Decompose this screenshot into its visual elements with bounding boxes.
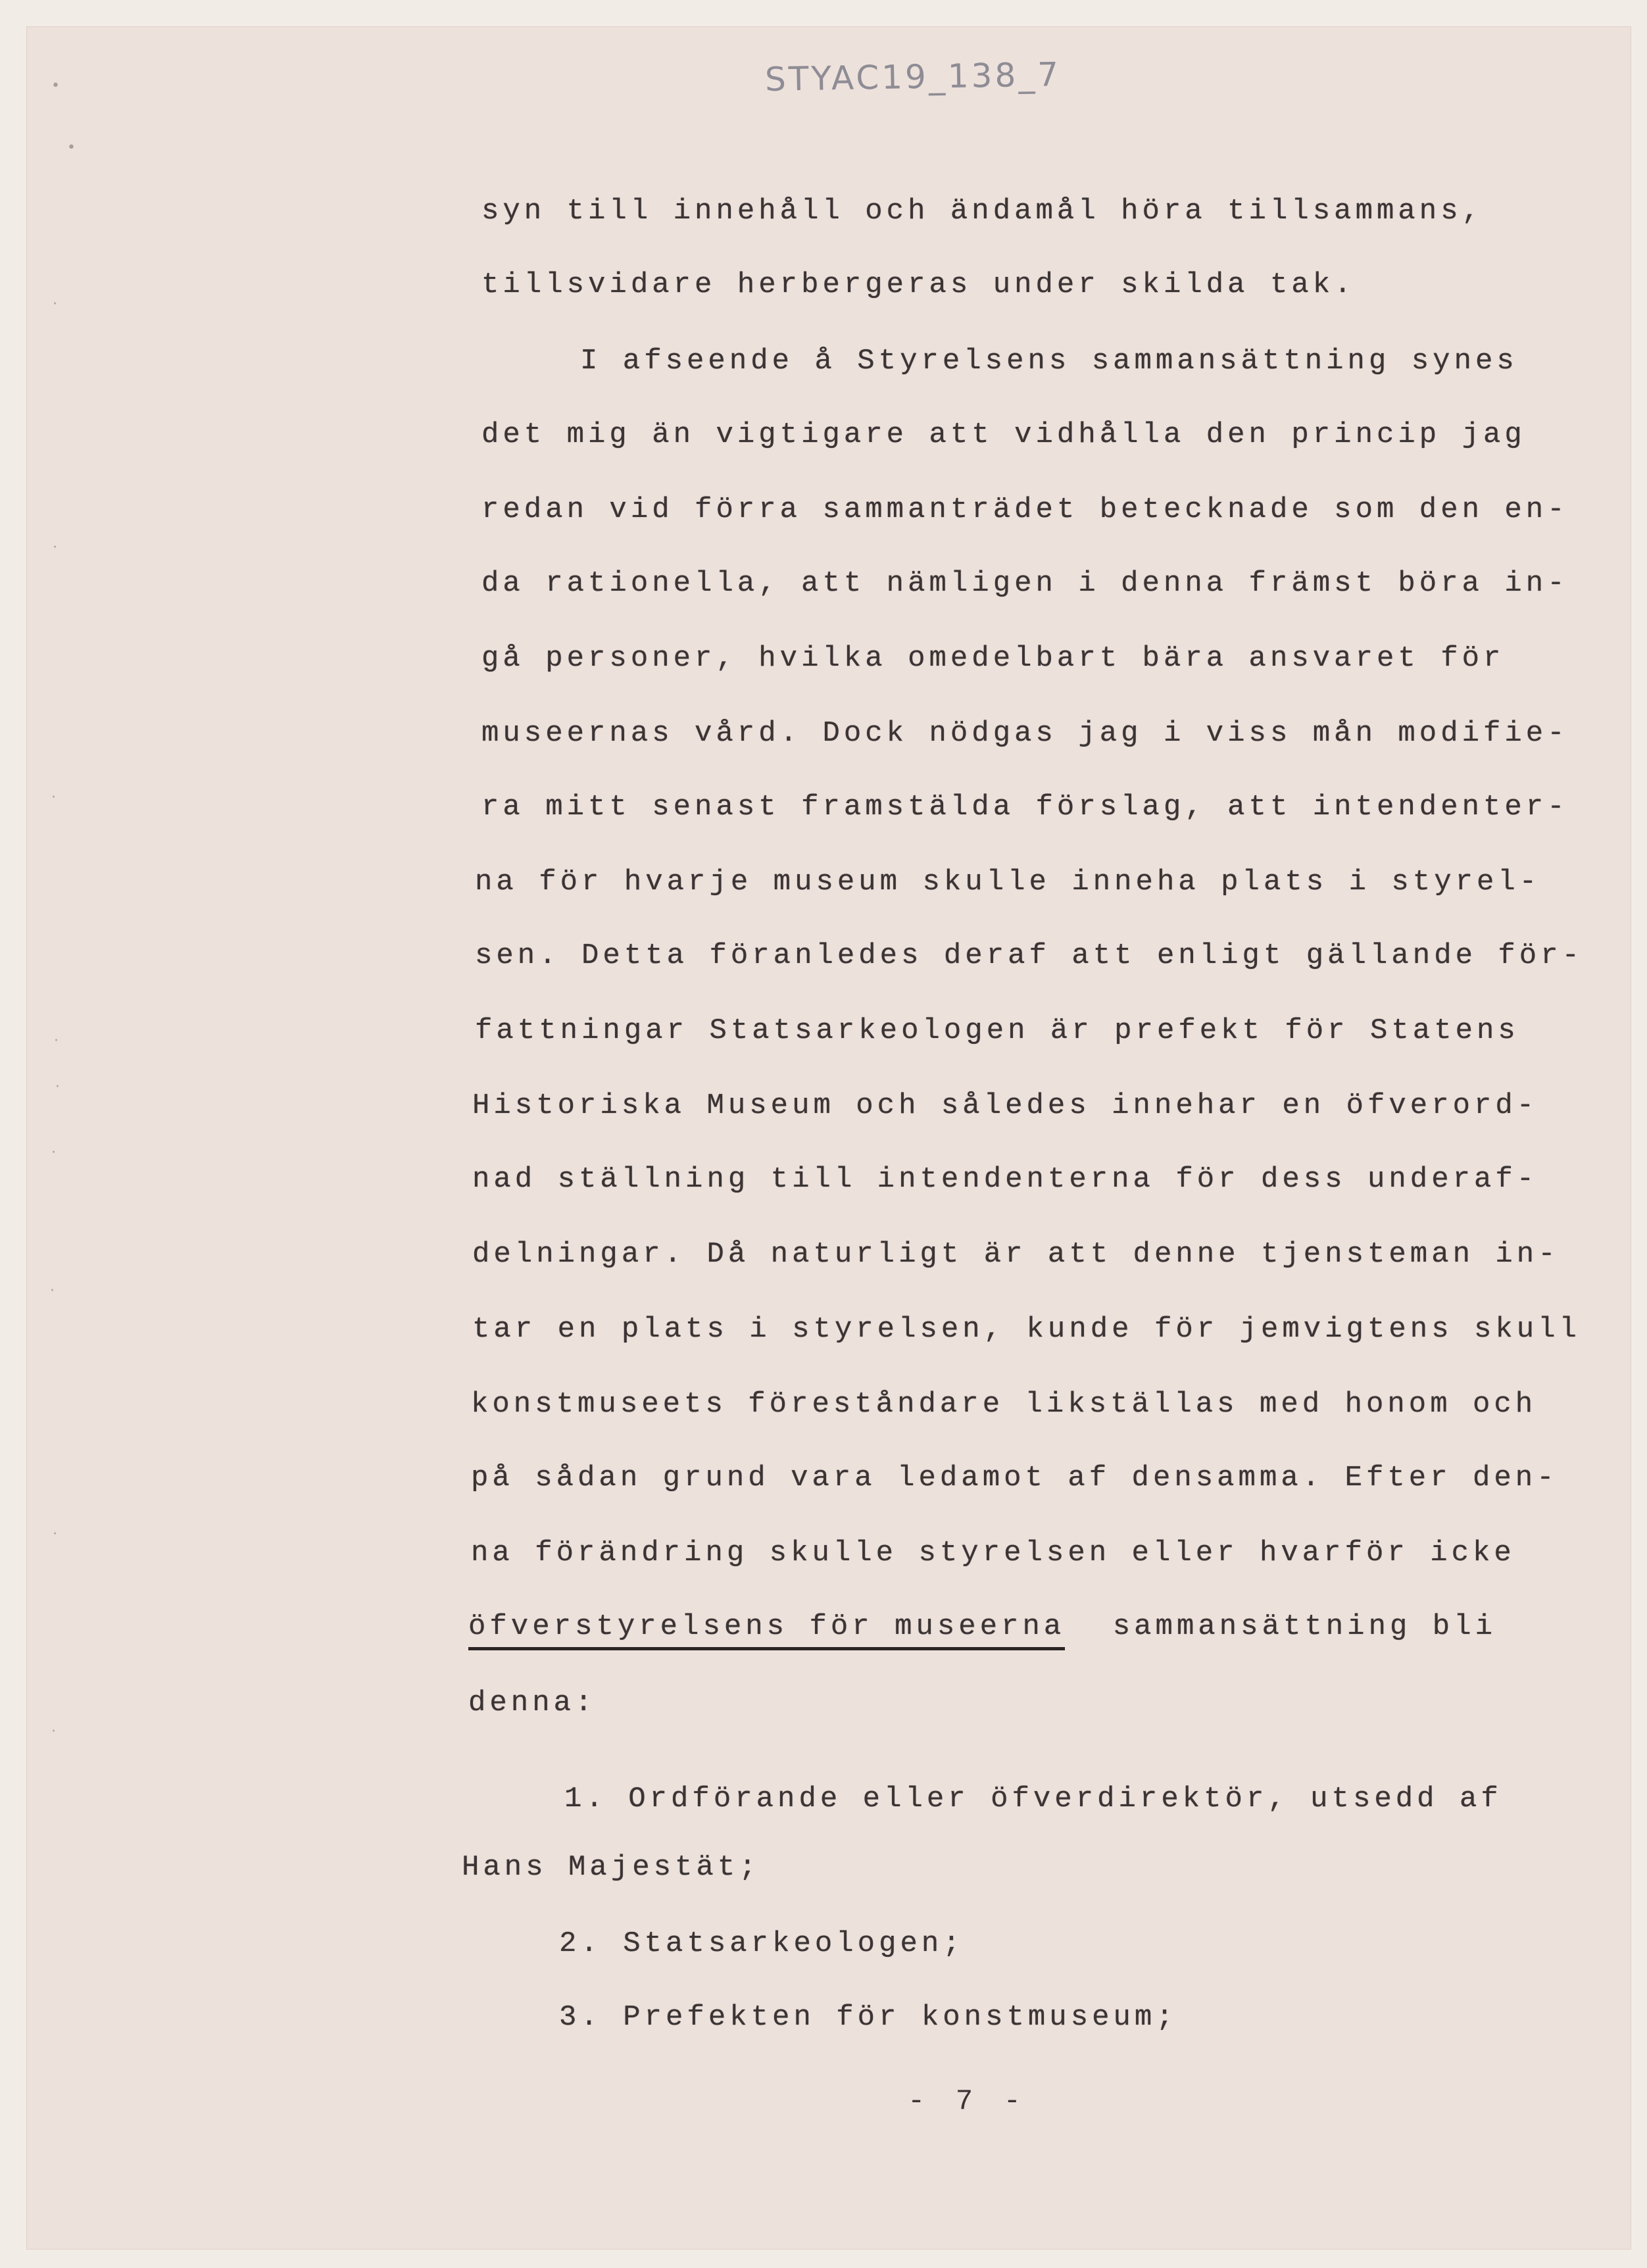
list-item: 3. Prefekten för konstmuseum; <box>559 2001 1177 2034</box>
text-line: konstmuseets föreståndare likställas med honom och <box>471 1388 1537 1421</box>
underlined-phrase: öfverstyrelsens för museerna <box>468 1610 1065 1650</box>
text-line: nad ställning till intendenterna för dess underaf- <box>472 1163 1538 1196</box>
text-line: tillsvidare herbergeras under skilda tak. <box>481 268 1356 301</box>
text-line: gå personer, hvilka omedelbart bära ansvaret för <box>481 642 1505 675</box>
text-line: det mig än vigtigare att vidhålla den princip jag <box>481 418 1526 451</box>
text-line: på sådan grund vara ledamot af densamma. Efter den- <box>471 1462 1558 1494</box>
text-line: sen. Detta föranledes deraf att enligt gällande för- <box>475 939 1584 972</box>
list-item: 1. Ordförande eller öfverdirektör, utsedd af <box>564 1783 1502 1815</box>
text-line: syn till innehåll och ändamål höra tillsammans, <box>481 195 1484 228</box>
list-item: Hans Majestät; <box>462 1851 760 1884</box>
archive-stamp: STYAC19_138_7 <box>764 55 1062 99</box>
text-fragment: sammansättning bli <box>1112 1610 1497 1643</box>
text-line: fattningar Statsarkeologen är prefekt för Statens <box>475 1014 1519 1047</box>
list-item: 2. Statsarkeologen; <box>559 1927 964 1960</box>
text-line: redan vid förra sammanträdet betecknade som den en- <box>481 493 1569 526</box>
page-number: - 7 - <box>908 2085 1028 2118</box>
text-line: museernas vård. Dock nödgas jag i viss mån modifie- <box>481 717 1569 750</box>
text-line <box>468 1610 1496 1650</box>
text-line: delningar. Då naturligt är att denne tjensteman in- <box>472 1238 1560 1271</box>
text-line: na förändring skulle styrelsen eller hvarför icke <box>471 1537 1515 1569</box>
text-line: denna: <box>468 1687 597 1719</box>
text-line: da rationella, att nämligen i denna främst böra in- <box>481 567 1569 600</box>
text-line: ra mitt senast framstälda förslag, att intendenter- <box>481 791 1569 824</box>
text-line: I afseende å Styrelsens sammansättning synes <box>580 345 1518 378</box>
text-line: tar en plats i styrelsen, kunde för jemvigtens skull <box>472 1313 1581 1346</box>
text-line: na för hvarje museum skulle inneha plats i styrel- <box>475 866 1541 899</box>
text-line: Historiska Museum och således innehar en öfverord- <box>472 1089 1538 1122</box>
